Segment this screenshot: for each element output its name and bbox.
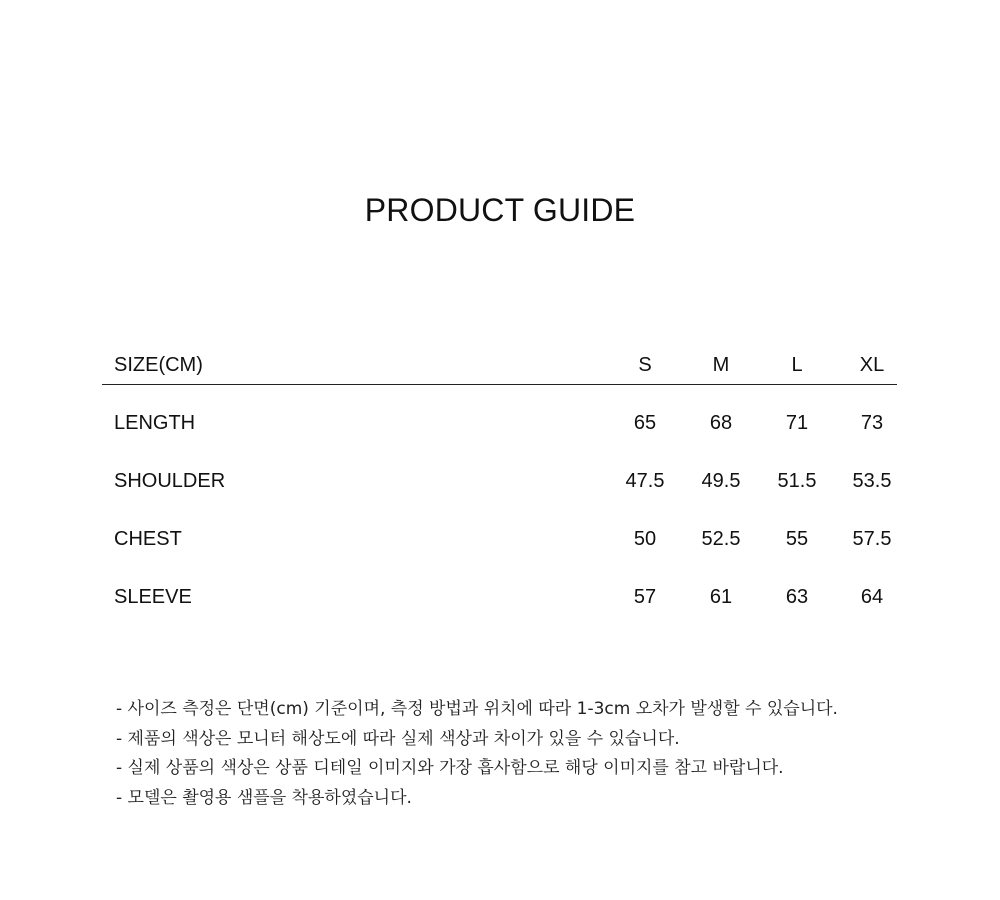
table-cell: 65 [633,412,657,434]
size-notes [116,695,838,813]
note-model-sample: - 모델은 촬영용 샘플을 착용하였습니다. [116,787,412,808]
size-header-xl: XL [859,354,885,376]
size-header-s: S [638,354,652,376]
table-row-length [102,407,897,465]
size-unit-header: SIZE(CM) [114,354,203,376]
page-title: PRODUCT GUIDE [364,192,636,228]
row-label: SLEEVE [114,586,192,608]
size-table [102,348,897,639]
row-label: SHOULDER [114,470,226,492]
table-cell: 57.5 [852,528,892,550]
size-header-m: M [712,354,730,376]
table-cell: 57 [633,586,657,608]
size-table-header [102,348,897,385]
table-row-sleeve [102,581,897,639]
table-cell: 55 [785,528,809,550]
table-cell: 61 [709,586,733,608]
table-cell: 49.5 [701,470,741,492]
table-cell: 51.5 [777,470,817,492]
table-cell: 53.5 [852,470,892,492]
table-row-chest [102,523,897,581]
note-measurement: - 사이즈 측정은 단면(cm) 기준이며, 측정 방법과 위치에 따라 1-3cm 오차가 발생할 수 있습니다. [116,699,838,719]
note-monitor-color: - 제품의 색상은 모니터 해상도에 따라 실제 색상과 차이가 있을 수 있습니다. [116,728,680,749]
table-cell: 71 [785,412,809,434]
table-cell: 47.5 [625,470,665,492]
table-cell: 73 [860,412,884,434]
table-cell: 52.5 [701,528,741,550]
table-cell: 64 [860,586,884,608]
table-row-shoulder [102,465,897,523]
row-label: CHEST [114,528,182,550]
table-cell: 63 [785,586,809,608]
row-label: LENGTH [114,412,196,434]
table-cell: 68 [709,412,733,434]
table-cell: 50 [633,528,657,550]
note-detail-image: - 실제 상품의 색상은 상품 디테일 이미지와 가장 흡사함으로 해당 이미지를 참고 바랍니다. [116,758,784,778]
size-header-l: L [791,354,803,376]
